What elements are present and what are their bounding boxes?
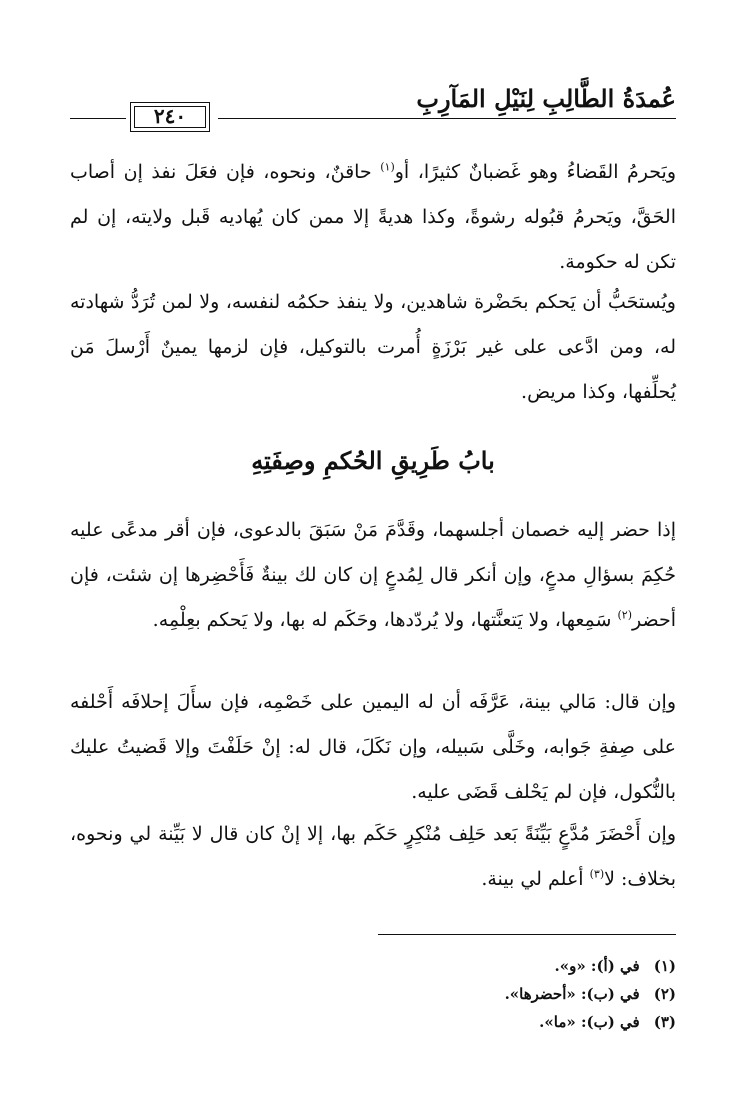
paragraph-3: [70, 508, 676, 643]
footnote-3-number: (٣): [653, 1013, 676, 1031]
paragraph-2: [70, 280, 676, 415]
footnote-2-text: في (ب): «أحضرها».: [504, 985, 640, 1003]
section-heading: بابُ طَرِيقِ الحُكمِ وصِفَتِهِ: [251, 446, 495, 475]
footnote-3: [70, 1008, 676, 1036]
footnote-3-text: في (ب): «ما».: [539, 1013, 640, 1031]
page-number: ٢٤٠: [130, 102, 210, 132]
footnote-ref-2: (٢): [617, 608, 633, 622]
footnote-1: [70, 952, 676, 980]
running-title: عُمدَةُ الطَّالِبِ لِنَيْلِ المَآرِبِ: [416, 84, 676, 113]
page-header: [70, 80, 676, 130]
paragraph-5-text-a: وإن أَحْضَرَ مُدَّعٍ بَيِّنَةً بَعد حَلِف مُنْكِرٍ حَكَم بها، إلا إنْ كان قال لا بَيِّنة لي ونحوه، بخلاف: لا: [70, 823, 676, 890]
footnote-1-text: في (أ): «و».: [554, 957, 640, 975]
footnote-ref-3: (٣): [589, 867, 605, 881]
paragraph-1: [70, 150, 676, 285]
paragraph-5-text-b: أعلم لي بينة.: [481, 868, 590, 890]
paragraph-1-text-a: ويَحرمُ القَضاءُ وهو غَضبانٌ كثيرًا، أو: [394, 161, 676, 183]
paragraph-4: [70, 680, 676, 815]
paragraph-3-text-a: إذا حضر إليه خصمان أجلسهما، وقَدَّمَ مَنْ سَبَقَ بالدعوى، فإن أقر مدعًى عليه حُكِمَ بسؤالِ مدعٍ، وإن أنكر قال لِمُدعٍ إن كان لك بينةٌ فَأَحْضِرها إن شئت، فإن أحضر: [70, 519, 676, 631]
footnote-divider: [378, 934, 676, 935]
footnote-ref-1: (١): [380, 160, 395, 174]
paragraph-3-text-b: سَمِعها، ولا يَتعنَّتها، ولا يُردّدها، وحَكَم له بها، ولا يَحكم بعِلْمِه.: [152, 609, 618, 631]
footnotes: [70, 952, 676, 1036]
header-rule-right: [218, 118, 676, 119]
header-rule-left: [70, 118, 126, 119]
paragraph-1-text-b: حاقنٌ، ونحوه، فإن فعَلَ نفذ إن أصاب الحَقَّ، ويَحرمُ قبُوله رشوةً، وكذا هديةً إلا ممن كان يُهاديه قَبل ولايته، إن لم تكن له حكومة.: [70, 161, 676, 273]
paragraph-2-text: ويُستحَبُّ أن يَحكم بحَضْرة شاهدين، ولا ينفذ حكمُه لنفسه، ولا لمن تُرَدُّ شهادته له، ومن ادَّعى على غير بَرْزَةٍ أُمرت بالتوكيل، فإن لزمها يمينٌ أَرْسلَ مَن يُحلِّفها، وكذا مريض.: [70, 291, 676, 403]
paragraph-4-text: وإن قال: مَالي بينة، عَرَّفَه أن له اليمين على خَصْمِه، فإن سأَلَ إحلافَه أَحْلفه على صِفةِ جَوابه، وخَلَّى سَبيله، وإن نَكَلَ، قال له: إنْ حَلَفْتَ وإلا قَضيتُ عليك بالنُّكول، فإن لم يَحْلف قَضَى عليه.: [70, 691, 676, 803]
footnote-2-number: (٢): [653, 985, 676, 1003]
footnote-2: [70, 980, 676, 1008]
paragraph-5: [70, 812, 676, 902]
footnote-1-number: (١): [653, 957, 676, 975]
